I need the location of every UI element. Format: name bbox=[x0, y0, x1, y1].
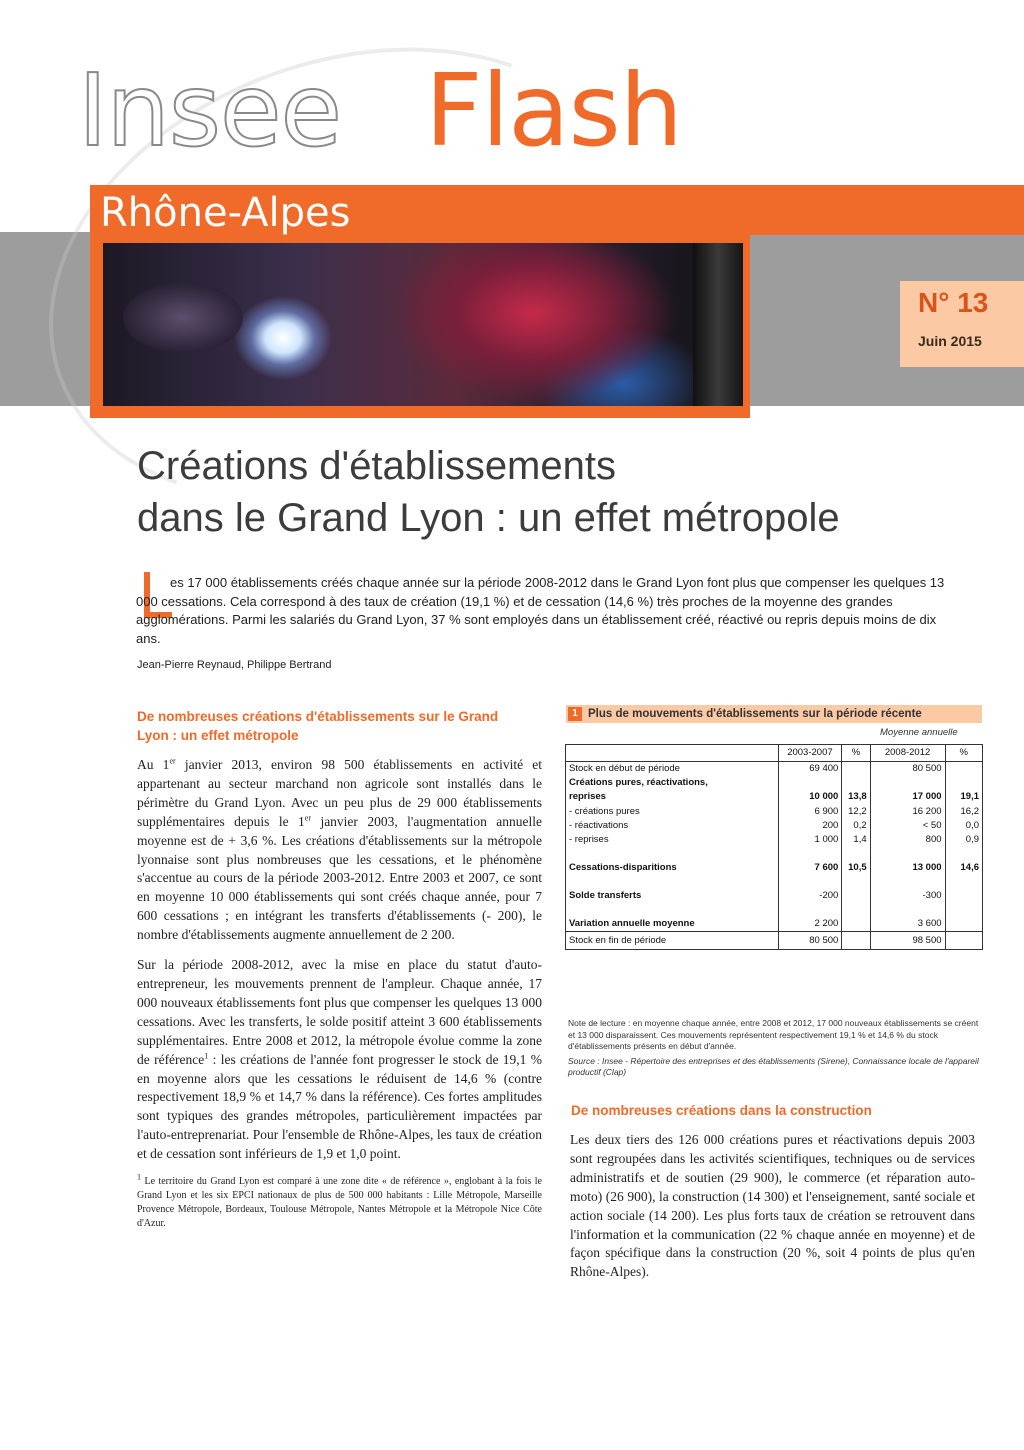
table-row bbox=[566, 819, 983, 833]
table-cell: 80 500 bbox=[778, 932, 842, 950]
table-cell bbox=[842, 762, 870, 777]
table-cell bbox=[870, 776, 945, 790]
footnote-ref: 1 bbox=[204, 1051, 209, 1061]
section1-paragraph-1 bbox=[137, 756, 542, 945]
table-cell: -200 bbox=[778, 875, 842, 903]
region-name: Rhône-Alpes bbox=[100, 190, 351, 236]
table-cell: 200 bbox=[778, 819, 842, 833]
table-title-bar bbox=[566, 705, 982, 723]
table-cell: 3 600 bbox=[870, 903, 945, 932]
title-line-2: dans le Grand Lyon : un effet métropole bbox=[137, 496, 840, 540]
table-cell: 13 000 bbox=[870, 847, 945, 875]
table-cell: Stock en début de période bbox=[566, 762, 779, 777]
table-cell: 13,8 bbox=[842, 790, 870, 804]
table-header-cell: 2003-2007 bbox=[778, 745, 842, 762]
table-cell: 16,2 bbox=[945, 805, 982, 819]
table-cell: Solde transferts bbox=[566, 875, 779, 903]
table-row bbox=[566, 903, 983, 932]
p1-superscript-1: er bbox=[169, 756, 176, 766]
table-cell: Variation annuelle moyenne bbox=[566, 903, 779, 932]
table-cell: - réactivations bbox=[566, 819, 779, 833]
table-cell: 6 900 bbox=[778, 805, 842, 819]
table-cell: reprises bbox=[566, 790, 779, 804]
p2-part-b: : les créations de l'année font progresser le stock de 19,1 % en moyenne alors que les cessations le réduisent de 14,6 % (contre respectivement 18,9 % et 14,7 % dans la référence). Ces fortes amplitudes sont typiques des grandes métropoles, particulièrement impactées par l'auto-entreprenariat. Pour l'ensemble de Rhône-Alpes, les taux de création et de cessation sont inférieurs de 1,9 et 1,0 point. bbox=[137, 1051, 542, 1162]
table-subtitle: Moyenne annuelle bbox=[880, 727, 958, 738]
table-cell: 0,9 bbox=[945, 833, 982, 847]
table-row bbox=[566, 805, 983, 819]
section1-paragraph-2 bbox=[137, 956, 542, 1164]
table-cell: 19,1 bbox=[945, 790, 982, 804]
table-cell: Stock en fin de période bbox=[566, 932, 779, 950]
table-cell: 1,4 bbox=[842, 833, 870, 847]
table-cell: 10,5 bbox=[842, 847, 870, 875]
table-cell: 14,6 bbox=[945, 847, 982, 875]
p1-superscript-2: er bbox=[304, 813, 311, 823]
header-welding-photo bbox=[103, 243, 743, 406]
table-cell: 2 200 bbox=[778, 903, 842, 932]
p1-part-a: Au 1 bbox=[137, 757, 170, 772]
table-cell bbox=[945, 903, 982, 932]
table-cell: Créations pures, réactivations, bbox=[566, 776, 779, 790]
table-title: Plus de mouvements d'établissements sur la période récente bbox=[588, 708, 922, 720]
table-cell: - reprises bbox=[566, 833, 779, 847]
section2-body bbox=[570, 1131, 975, 1282]
table-cell: 800 bbox=[870, 833, 945, 847]
issue-number: N° 13 bbox=[918, 287, 989, 318]
table-cell: < 50 bbox=[870, 819, 945, 833]
table-number: 1 bbox=[568, 707, 582, 721]
table-cell bbox=[945, 875, 982, 903]
table-cell: 80 500 bbox=[870, 762, 945, 777]
issue-date: Juin 2015 bbox=[918, 333, 982, 349]
lead-text: es 17 000 établissements créés chaque année sur la période 2008-2012 dans le Grand Lyon font plus que compenser les quelques 13 000 cessations. Cela correspond à des taux de création (19,1 %) et de cessation (14,6 %) très proches de la moyenne des grandes agglomérations. Parmi les salariés du Grand Lyon, 37 % sont employés dans un établissement créé, réactivé ou repris depuis moins de dix ans. bbox=[136, 575, 945, 646]
p1-part-c: janvier 2003, l'augmentation annuelle moyenne est de + 3,6 %. Les créations d'établissements sur la métropole lyonnaise sont plus nombreuses que les cessations, et le phénomène s'accentue au cours de la période 2003-2012. Entre 2003 et 2007, ce sont en moyenne 10 000 établissements qui sont créés chaque année, pour 7 600 cessations ; en intégrant les transferts d'établissements (- 200), le nombre d'établissements augmente annuellement de 2 200. bbox=[137, 813, 542, 943]
table-cell bbox=[945, 932, 982, 950]
table-row bbox=[566, 790, 983, 804]
table-cell bbox=[945, 776, 982, 790]
authors: Jean-Pierre Reynaud, Philippe Bertrand bbox=[137, 659, 332, 671]
table-note bbox=[568, 1018, 980, 1082]
table-header-cell: 2008-2012 bbox=[870, 745, 945, 762]
table-cell: -300 bbox=[870, 875, 945, 903]
table-cell bbox=[842, 875, 870, 903]
section1-body bbox=[137, 756, 542, 1242]
page-title bbox=[137, 440, 937, 544]
brand-flash: Flash bbox=[425, 52, 683, 169]
table-cell: 0,0 bbox=[945, 819, 982, 833]
table-cell: - créations pures bbox=[566, 805, 779, 819]
table-header-row bbox=[566, 745, 983, 762]
table-row bbox=[566, 833, 983, 847]
table-row bbox=[566, 762, 983, 777]
table-cell: 69 400 bbox=[778, 762, 842, 777]
table-cell: 98 500 bbox=[870, 932, 945, 950]
footnote-text: Le territoire du Grand Lyon est comparé à une zone dite « de référence », englobant à la fois le Grand Lyon et les six EPCI nationaux de plus de 500 000 habitants : Lille Métropole, Marseille Provence Métropole, Bordeaux, Toulouse Métropole, Nantes Métropole et la Métropole Nice Côte d'Azur. bbox=[137, 1176, 542, 1230]
table-cell: Cessations-disparitions bbox=[566, 847, 779, 875]
brand-insee: Insee bbox=[78, 52, 342, 169]
photo-welder-arm bbox=[123, 283, 243, 353]
table-cell: 0,2 bbox=[842, 819, 870, 833]
title-line-1: Créations d'établissements bbox=[137, 444, 616, 488]
p2-part-a: Sur la période 2008-2012, avec la mise en place du statut d'auto-entrepreneur, les mouvements prennent de l'ampleur. Chaque année, 17 000 nouveaux établissements font plus que compenser les quelques 13 000 cessations. Avec les transferts, le solde positif atteint 3 600 établissements supplémentaires. Entre 2008 et 2012, la métropole évolue comme la zone de référence bbox=[137, 957, 542, 1067]
table-cell bbox=[842, 932, 870, 950]
table-header-cell: % bbox=[945, 745, 982, 762]
table-cell: 16 200 bbox=[870, 805, 945, 819]
table-row bbox=[566, 847, 983, 875]
lead-paragraph bbox=[136, 574, 946, 648]
photo-pillar bbox=[693, 243, 743, 406]
footnote bbox=[137, 1172, 542, 1231]
table-cell: 17 000 bbox=[870, 790, 945, 804]
table-header-cell: % bbox=[842, 745, 870, 762]
table-reading-note: Note de lecture : en moyenne chaque année, entre 2008 et 2012, 17 000 nouveaux établissements se créent et 13 000 disparaissent. Ces mouvements représentent respectivement 19,1 % et 14,6 % du stock d'établissements présents en début d'année. bbox=[568, 1018, 979, 1052]
section2-title: De nombreuses créations dans la construction bbox=[571, 1103, 872, 1118]
table-cell bbox=[842, 776, 870, 790]
section1-title: De nombreuses créations d'établissements sur le Grand Lyon : un effet métropole bbox=[137, 709, 499, 743]
table-cell bbox=[945, 762, 982, 777]
table-cell: 1 000 bbox=[778, 833, 842, 847]
table-header-cell bbox=[566, 745, 779, 762]
table-row bbox=[566, 776, 983, 790]
footnote-mark: 1 bbox=[137, 1172, 141, 1182]
table-row bbox=[566, 875, 983, 903]
table-cell: 7 600 bbox=[778, 847, 842, 875]
table-cell: 12,2 bbox=[842, 805, 870, 819]
data-table bbox=[565, 744, 983, 950]
table-cell bbox=[842, 903, 870, 932]
table-cell: 10 000 bbox=[778, 790, 842, 804]
table-row bbox=[566, 932, 983, 950]
table-source: Source : Insee - Répertoire des entreprises et des établissements (Sirene), Connaissance locale de l'appareil productif (Clap) bbox=[568, 1055, 979, 1078]
p1-part-b: janvier 2013, environ 98 500 établissements en activité et appartenant au secteur marchand non agricole sont installés dans le périmètre du Grand Lyon. Avec un peu plus de 29 000 établissements supplémentaires depuis le 1 bbox=[137, 757, 543, 829]
table-cell bbox=[778, 776, 842, 790]
section2-paragraph-1: Les deux tiers des 126 000 créations pures et réactivations depuis 2003 sont regroupées dans les activités scientifiques, techniques ou de services administratifs et de soutien (29 900), le commerce (et réparation auto-moto) (26 900), la construction (14 300) et l'enseignement, santé sociale et action sociale (14 200). Les plus forts taux de création se retrouvent dans l'information et la communication (22 % chaque année en moyenne) et de façon spécifique dans la construction (20 %, soit 4 points de plus qu'en Rhône-Alpes). bbox=[570, 1132, 975, 1280]
